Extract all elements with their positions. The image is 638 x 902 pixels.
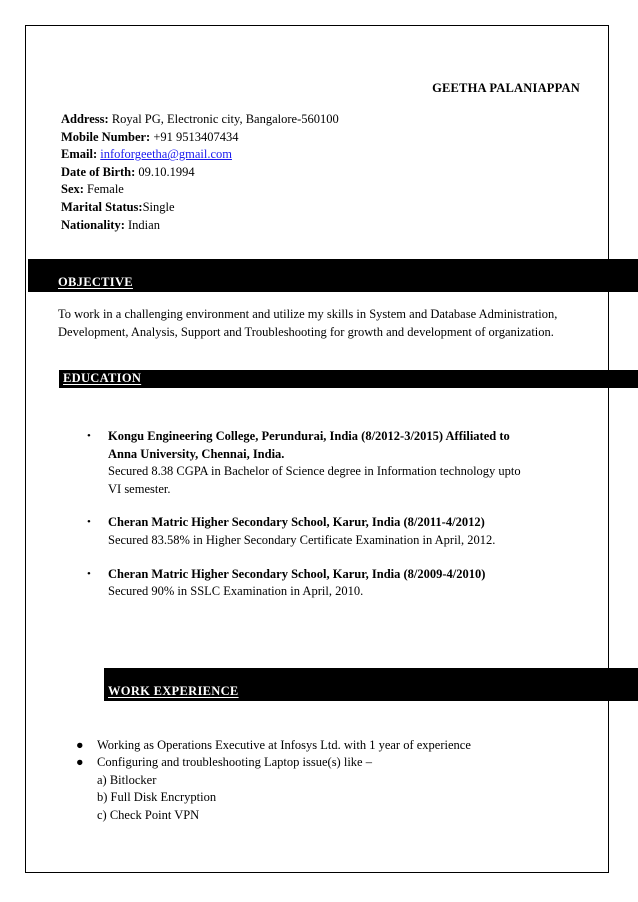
experience-list [76,737,471,824]
candidate-name: GEETHA PALANIAPPAN [432,81,580,95]
dob-label: Date of Birth: [61,164,136,179]
education-institution: Kongu Engineering College, Perundurai, India (8/2012-3/2015) Affiliated to Anna University, Chennai, India. [108,429,510,461]
education-detail: Secured 90% in SSLC Examination in April, 2010. [108,584,364,599]
marital-label: Marital Status: [61,199,143,214]
education-institution: Cheran Matric Higher Secondary School, Karur, India (8/2011-4/2012) [108,515,485,530]
bullet-marker: • [87,430,91,442]
personal-details [61,111,339,234]
experience-text: Working as Operations Executive at Infosys Ltd. with 1 year of experience [97,738,471,752]
education-institution: Cheran Matric Higher Secondary School, Karur, India (8/2009-4/2010) [108,566,486,581]
objective-text: To work in a challenging environment and utilize my skills in System and Database Administration, Development, Analysis, Support and Troubleshooting for growth and development of organization. [58,307,558,339]
marital-line [61,199,339,217]
experience-text: Configuring and troubleshooting Laptop issue(s) like – [97,755,372,770]
nationality-value: Indian [128,217,160,232]
experience-item [76,754,471,771]
experience-subitem [76,807,471,824]
education-detail: Secured 8.38 CGPA in Bachelor of Science degree in Information technology upto VI semester. [108,464,521,496]
subitem-text: b) Full Disk Encryption [97,790,217,805]
nationality-line [61,217,339,235]
sex-value: Female [87,182,124,197]
address-label: Address: [61,112,109,126]
email-line [61,146,339,164]
experience-subitem [76,772,471,789]
experience-subitem [76,789,471,806]
email-label: Email: [61,147,98,162]
mobile-line [61,129,339,147]
experience-item [76,737,471,754]
bullet-marker: ● [76,738,84,752]
subitem-text: c) Check Point VPN [97,807,200,822]
education-item [87,566,527,601]
dob-line [61,164,339,182]
work-experience-heading: WORK EXPERIENCE [108,684,239,698]
education-header-bar [59,370,638,388]
sex-line [61,181,339,199]
objective-heading: OBJECTIVE [58,275,133,289]
dob-value: 09.10.1994 [138,164,195,179]
nationality-label: Nationality: [61,217,125,232]
mobile-value: +91 9513407434 [153,129,239,144]
sex-label: Sex: [61,182,84,197]
subitem-text: a) Bitlocker [97,772,157,787]
bullet-marker: • [87,516,91,529]
education-item [87,428,527,498]
education-heading: EDUCATION [63,371,142,385]
email-link[interactable]: infoforgeetha@gmail.com [100,147,232,162]
mobile-label: Mobile Number: [61,129,151,144]
address-line [61,111,339,129]
bullet-marker: ● [76,755,84,770]
education-list [87,428,527,601]
address-value: Royal PG, Electronic city, Bangalore-560100 [111,112,339,126]
bullet-marker: • [87,567,91,580]
education-detail: Secured 83.58% in Higher Secondary Certificate Examination in April, 2012. [108,532,496,547]
marital-value: Single [142,199,175,214]
education-item [87,514,527,549]
